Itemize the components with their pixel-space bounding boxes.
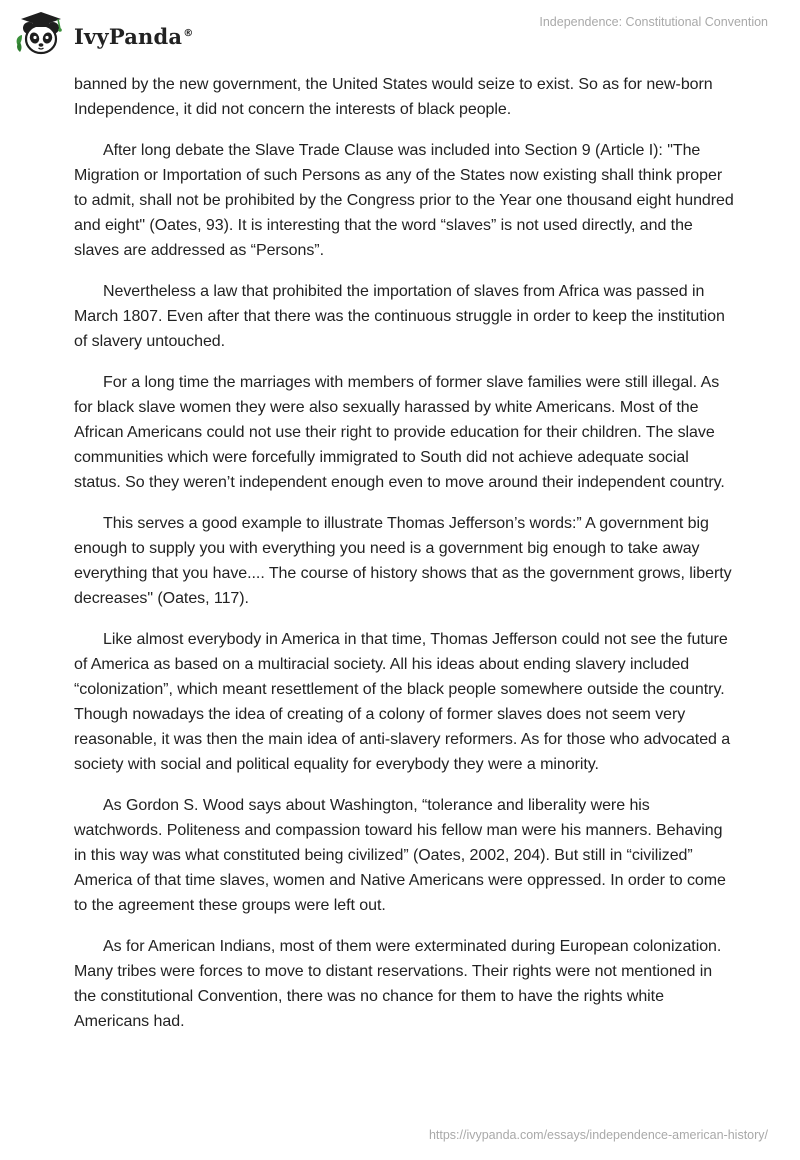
panda-graduation-cap-icon [14, 8, 68, 58]
essay-body [74, 72, 734, 1050]
logo-name: IvyPanda [74, 23, 183, 49]
paragraph: banned by the new government, the United States would seize to exist. So as for new-born Independence, it did not concern the interests of black people. [74, 76, 713, 118]
source-url-link[interactable]: https://ivypanda.com/essays/independence-american-history/ [428, 1128, 768, 1142]
page-header [0, 0, 800, 66]
ivypanda-logo[interactable] [14, 8, 193, 58]
logo-wordmark [74, 24, 193, 49]
logo-registered-mark: ® [183, 27, 194, 39]
paragraph: As for American Indians, most of them were exterminated during European colonization. Many tribes were forces to move to distant reservations. Their rights were not mentioned in the constitutional Convention, there was no chance for them to have the rights white Americans had. [74, 938, 722, 1030]
paragraph: Nevertheless a law that prohibited the importation of slaves from Africa was passed in March 1807. Even after that there was the continuous struggle in order to keep the institution of slavery untouched. [74, 283, 725, 350]
document-title: Independence: Constitutional Convention [539, 15, 768, 29]
paragraph: For a long time the marriages with members of former slave families were still illegal. As for black slave women they were also sexually harassed by white Americans. Most of the African Americans could not use their right to provide education for their children. The slave communities which were forcefully immigrated to South did not achieve adequate social status. So they weren’t independent enough even to move around their independent country. [74, 374, 725, 491]
paragraph: This serves a good example to illustrate Thomas Jefferson’s words:” A government big enough to supply you with everything you need is a government big enough to take away everything that you have.... The course of history shows that as the government grows, liberty decreases" (Oates, 117). [74, 515, 732, 607]
paragraph: Like almost everybody in America in that time, Thomas Jefferson could not see the future of America as based on a multiracial society. All his ideas about ending slavery included “colonization”, which meant resettlement of the black people somewhere outside the country. Though nowadays the idea of creating of a colony of former slaves does not seem very reasonable, it was then the main idea of anti-slavery reformers. As for those who advocated a society with social and political equality for everybody they were a minority. [74, 631, 731, 773]
paragraph: After long debate the Slave Trade Clause was included into Section 9 (Article I): "The Migration or Importation of such Persons as any of the States now existing shall think proper to admit, shall not be prohibited by the Congress prior to the Year one thousand eight hundred and eight" (Oates, 93). It is interesting that the word “slaves” is not used directly, and the slaves are addressed as “Persons”. [74, 142, 734, 259]
paragraph: As Gordon S. Wood says about Washington, “tolerance and liberality were his watchwords. Politeness and compassion toward his fellow man were his manners. Behaving in this way was what constituted being civilized” (Oates, 2002, 204). But still in “civilized” America of that time slaves, women and Native Americans were oppressed. In order to come to the agreement these groups were left out. [74, 797, 726, 914]
